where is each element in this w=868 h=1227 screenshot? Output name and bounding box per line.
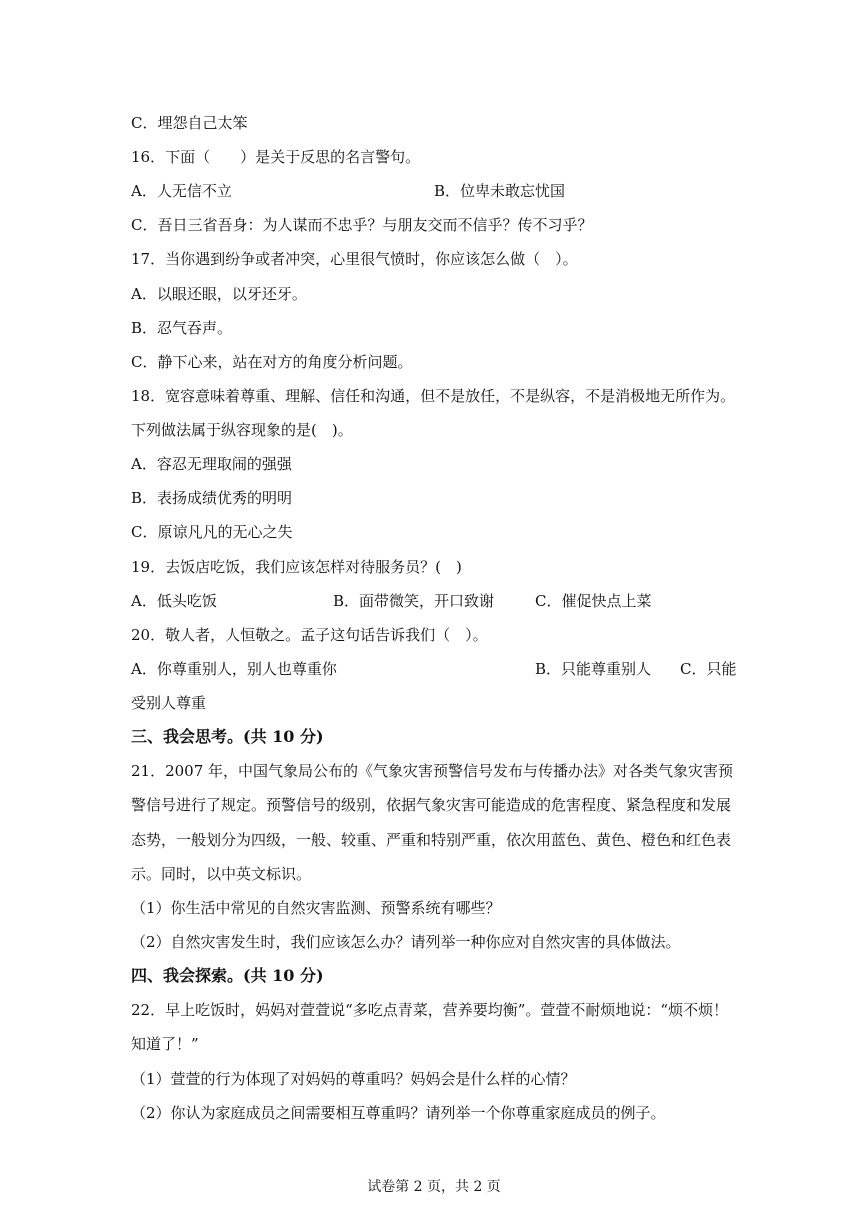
q20-option-a: A．你尊重别人，别人也尊重你 — [131, 660, 337, 678]
section-4-heading: 四、我会探索。(共 10 分) — [131, 966, 324, 985]
q22-line-1: 22．早上吃饭时，妈妈对萱萱说“多吃点青菜，营养要均衡”。萱萱不耐烦地说：“烦不烦！ — [131, 1001, 729, 1019]
q17-stem: 17．当你遇到纷争或者冲突，心里很气愤时，你应该怎么做（ ）。 — [131, 250, 578, 268]
q21-subquestion-1: （1）你生活中常见的自然灾害监测、预警系统有哪些？ — [131, 899, 501, 917]
q22-subquestion-2: （2）你认为家庭成员之间需要相互尊重吗？请列举一个你尊重家庭成员的例子。 — [131, 1104, 666, 1122]
section-3-heading: 三、我会思考。(共 10 分) — [131, 727, 324, 746]
q20-stem: 20．敬人者，人恒敬之。孟子这句话告诉我们（ ）。 — [131, 626, 488, 644]
q21-line-2: 警信号进行了规定。预警信号的级别，依据气象灾害可能造成的危害程度、紧急程度和发展 — [131, 796, 732, 814]
q19-option-b: B．面带微笑，开口致谢 — [333, 592, 495, 610]
q21-subquestion-2: （2）自然灾害发生时，我们应该怎么办？请列举一种你应对自然灾害的具体做法。 — [131, 933, 681, 951]
q21-line-4: 示。同时，以中英文标识。 — [131, 865, 312, 883]
q18-option-b: B．表扬成绩优秀的明明 — [131, 489, 293, 507]
q19-option-c: C．催促快点上菜 — [535, 592, 652, 610]
q18-option-a: A．容忍无理取闹的强强 — [131, 455, 292, 473]
q19-stem: 19．去饭店吃饭，我们应该怎样对待服务员？( ) — [131, 558, 462, 576]
q16-option-b: B．位卑未敢忘忧国 — [434, 182, 566, 200]
q17-option-b: B．忍气吞声。 — [131, 319, 233, 337]
q20-option-b: B．只能尊重别人 — [535, 660, 652, 678]
q18-stem-line2: 下列做法属于纵容现象的是( )。 — [131, 421, 353, 439]
q16-stem: 16．下面（ ）是关于反思的名言警句。 — [131, 148, 421, 166]
q20-option-c-continued: 受别人尊重 — [131, 694, 207, 712]
q17-option-c: C．静下心来，站在对方的角度分析问题。 — [131, 353, 413, 371]
q21-line-3: 态势，一般划分为四级，一般、较重、严重和特别严重，依次用蓝色、黄色、橙色和红色表 — [131, 831, 732, 849]
q22-line-2: 知道了！” — [131, 1035, 199, 1053]
q17-option-a: A．以眼还眼，以牙还牙。 — [131, 285, 307, 303]
q16-option-c: C．吾日三省吾身：为人谋而不忠乎？与朋友交而不信乎？传不习乎？ — [131, 216, 593, 234]
q16-option-a: A．人无信不立 — [131, 182, 232, 200]
q18-option-c: C．原谅凡凡的无心之失 — [131, 523, 293, 541]
q15-option-c: C．埋怨自己太笨 — [131, 114, 248, 132]
q20-option-c: C．只能 — [680, 660, 737, 678]
q19-option-a: A．低头吃饭 — [131, 592, 217, 610]
q21-line-1: 21．2007 年，中国气象局公布的《气象灾害预警信号发布与传播办法》对各类气象灾害预 — [131, 762, 734, 780]
page-footer: 试卷第 2 页，共 2 页 — [367, 1179, 501, 1195]
q18-stem-line1: 18．宽容意味着尊重、理解、信任和沟通，但不是放任，不是纵容，不是消极地无所作为。 — [131, 387, 736, 405]
q22-subquestion-1: （1）萱萱的行为体现了对妈妈的尊重吗？妈妈会是什么样的心情？ — [131, 1070, 576, 1088]
